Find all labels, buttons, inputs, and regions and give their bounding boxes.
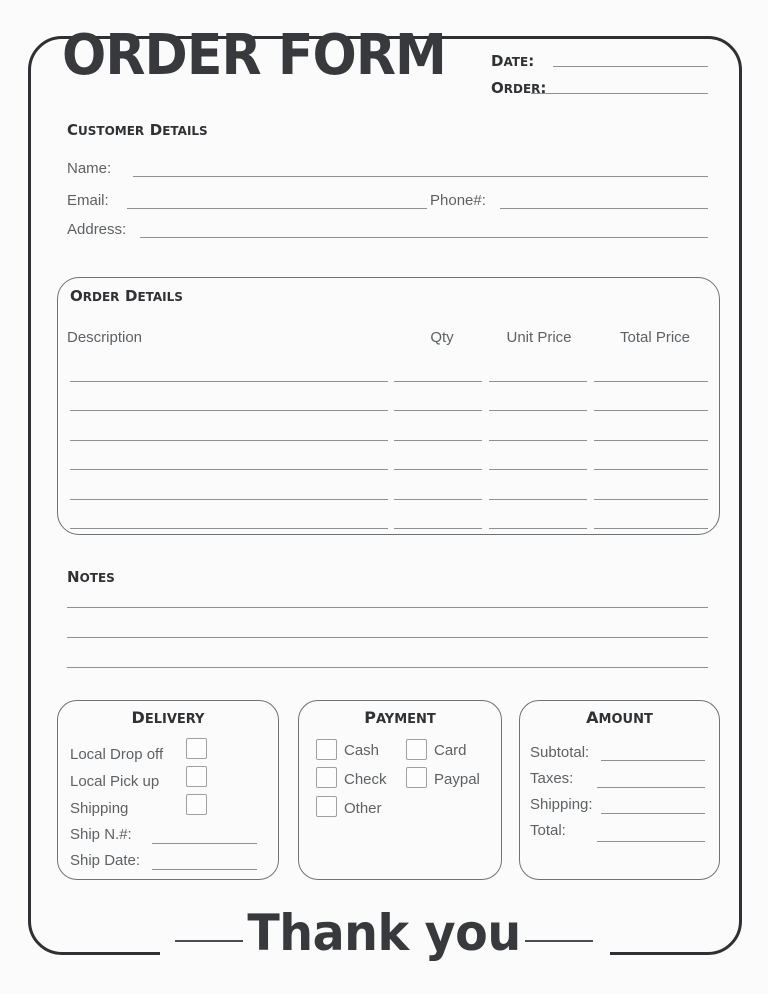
checkbox-paypal[interactable] [406,767,427,788]
page-title: ORDER FORM [62,23,446,88]
payment-option-label-cash: Cash [344,742,380,759]
column-header-qty: Qty [430,329,454,346]
subtotal-input-line[interactable] [601,760,705,761]
order-label: ORDER: [491,79,547,97]
row-line-total-price[interactable] [594,528,708,529]
checkbox-shipping[interactable] [186,794,207,815]
ship-number-label: Ship N.#: [70,826,132,843]
payment-option-label-other: Other [344,800,382,817]
row-line-unit-price[interactable] [489,410,587,411]
email-label: Email: [67,192,109,209]
delivery-heading: DELIVERY [131,708,205,727]
delivery-option-label-shipping: Shipping [70,800,129,817]
row-line-description[interactable] [70,499,388,500]
row-line-total-price[interactable] [594,381,708,382]
footer-thank-you: Thank you [247,904,521,962]
date-label: DATE: [491,52,535,70]
checkbox-local-pick-up[interactable] [186,766,207,787]
order-input-line[interactable] [531,93,708,94]
column-header-description: Description [67,329,143,346]
delivery-option-label-local-drop-off: Local Drop off [70,746,164,763]
taxes-label: Taxes: [530,770,574,787]
amount-panel [519,700,720,880]
checkbox-local-drop-off[interactable] [186,738,207,759]
date-input-line[interactable] [553,66,708,67]
delivery-option-label-local-pick-up: Local Pick up [70,773,160,790]
row-line-qty[interactable] [394,528,482,529]
payment-option-label-paypal: Paypal [434,771,480,788]
column-header-unit-price: Unit Price [506,329,572,346]
email-input-line[interactable] [127,208,427,209]
ship-date-input-line[interactable] [152,869,257,870]
amount-heading: AMOUNT [586,708,653,727]
row-line-unit-price[interactable] [489,469,587,470]
column-header-total-price: Total Price [619,329,691,346]
row-line-total-price[interactable] [594,440,708,441]
shipping-amount-label: Shipping: [530,796,593,813]
row-line-description[interactable] [70,469,388,470]
row-line-total-price[interactable] [594,410,708,411]
notes-line[interactable] [67,667,708,668]
shipping-amount-input-line[interactable] [601,813,705,814]
row-line-description[interactable] [70,440,388,441]
row-line-qty[interactable] [394,410,482,411]
payment-option-label-card: Card [434,742,467,759]
row-line-qty[interactable] [394,440,482,441]
row-line-unit-price[interactable] [489,440,587,441]
checkbox-other[interactable] [316,796,337,817]
address-input-line[interactable] [140,237,708,238]
checkbox-cash[interactable] [316,739,337,760]
taxes-input-line[interactable] [597,787,705,788]
notes-heading: NOTES [67,568,115,586]
payment-panel [298,700,502,880]
row-line-unit-price[interactable] [489,499,587,500]
row-line-description[interactable] [70,528,388,529]
row-line-description[interactable] [70,381,388,382]
order-details-panel [57,277,720,535]
payment-option-label-check: Check [344,771,387,788]
phone-label: Phone#: [430,192,486,209]
checkbox-card[interactable] [406,739,427,760]
row-line-total-price[interactable] [594,499,708,500]
row-line-unit-price[interactable] [489,528,587,529]
order-details-heading: ORDER DETAILS [70,287,183,305]
checkbox-check[interactable] [316,767,337,788]
name-input-line[interactable] [133,176,708,177]
ship-date-label: Ship Date: [70,852,141,869]
row-line-total-price[interactable] [594,469,708,470]
customer-details-heading: CUSTOMER DETAILS [67,121,208,139]
row-line-qty[interactable] [394,499,482,500]
notes-line[interactable] [67,637,708,638]
row-line-qty[interactable] [394,381,482,382]
row-line-qty[interactable] [394,469,482,470]
total-input-line[interactable] [597,841,705,842]
name-label: Name: [67,160,112,177]
total-label: Total: [530,822,566,839]
notes-line[interactable] [67,607,708,608]
row-line-unit-price[interactable] [489,381,587,382]
payment-heading: PAYMENT [364,708,436,727]
row-line-description[interactable] [70,410,388,411]
address-label: Address: [67,221,127,238]
subtotal-label: Subtotal: [530,744,590,761]
ship-number-input-line[interactable] [152,843,257,844]
phone-input-line[interactable] [500,208,708,209]
